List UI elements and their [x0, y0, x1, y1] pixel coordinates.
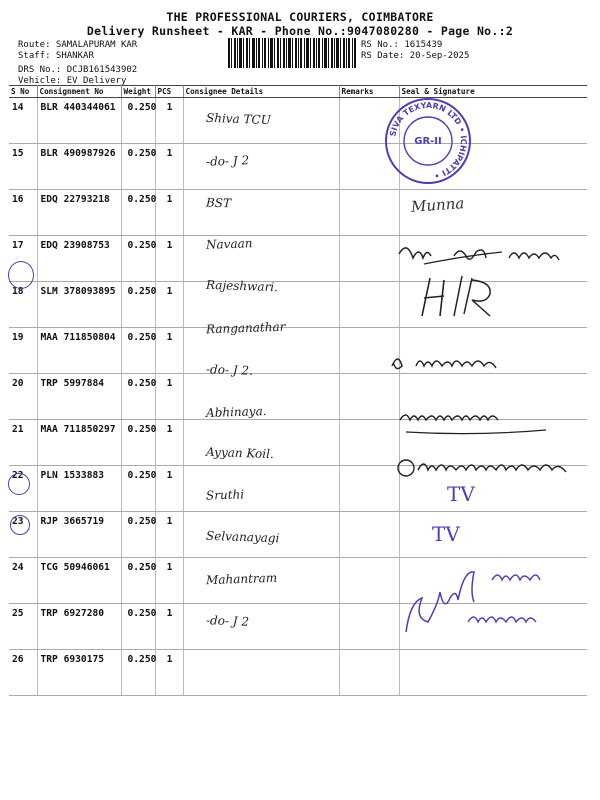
consignment-number: TRP 6930175	[37, 650, 121, 696]
seal-signature-cell	[399, 466, 587, 512]
remarks-cell	[339, 190, 399, 236]
col-consignment: Consignment No	[37, 86, 121, 98]
table-row	[9, 374, 587, 420]
remarks-cell	[339, 420, 399, 466]
seal-signature-cell	[399, 604, 587, 650]
consignee-handwritten: Selvanayagi	[205, 528, 280, 546]
signature-row24: TV	[432, 522, 460, 546]
table-row	[9, 144, 587, 190]
consignment-number: RJP 3665719	[37, 512, 121, 558]
table-row	[9, 98, 587, 144]
weight-value: 0.250	[121, 144, 155, 190]
pcs-value: 1	[155, 558, 183, 604]
pcs-value: 1	[155, 190, 183, 236]
remarks-cell	[339, 328, 399, 374]
remarks-cell	[339, 558, 399, 604]
weight-value: 0.250	[121, 328, 155, 374]
route-text: Route: SAMALAPURAM KAR	[18, 40, 138, 50]
seal-signature-cell	[399, 98, 587, 144]
serial-number: 19	[9, 328, 37, 374]
company-title: THE PROFESSIONAL COURIERS, COIMBATORE	[166, 10, 434, 24]
col-pcs: PCS	[155, 86, 183, 98]
consignment-number: TRP 5997884	[37, 374, 121, 420]
consignment-number: MAA 711850804	[37, 328, 121, 374]
weight-value: 0.250	[121, 190, 155, 236]
svg-text:GR-II: GR-II	[414, 136, 442, 147]
remarks-cell	[339, 98, 399, 144]
consignment-number: TRP 6927280	[37, 604, 121, 650]
pcs-value: 1	[155, 374, 183, 420]
consignment-number: EDQ 22793218	[37, 190, 121, 236]
table-row	[9, 604, 587, 650]
vehicle-text: Vehicle: EV Delivery	[18, 76, 127, 86]
runsheet-subtitle: Delivery Runsheet - KAR - Phone No.:9047080280 - Page No.:2	[86, 24, 514, 38]
serial-number: 16	[9, 190, 37, 236]
pcs-value: 1	[155, 282, 183, 328]
consignee-handwritten: Ayyan Koil.	[205, 445, 275, 462]
serial-number: 14	[9, 98, 37, 144]
signature-row23: TV	[447, 482, 475, 506]
seal-signature-cell	[399, 282, 587, 328]
runsheet-table	[9, 85, 587, 696]
remarks-cell	[339, 604, 399, 650]
col-consignee: Consignee Details	[183, 86, 339, 98]
pcs-value: 1	[155, 650, 183, 696]
seal-signature-cell	[399, 512, 587, 558]
consignee-handwritten: Abhinaya.	[205, 403, 267, 420]
table-row	[9, 558, 587, 604]
serial-number: 18	[9, 282, 37, 328]
weight-value: 0.250	[121, 374, 155, 420]
rs-date-text: RS Date: 20-Sep-2025	[361, 51, 470, 61]
weight-value: 0.250	[121, 236, 155, 282]
consignment-number: SLM 378093895	[37, 282, 121, 328]
consignee-handwritten: Shiva TCU	[205, 110, 272, 128]
weight-value: 0.250	[121, 98, 155, 144]
pcs-value: 1	[155, 236, 183, 282]
consignment-number: EDQ 23908753	[37, 236, 121, 282]
consignee-handwritten: Navaan	[205, 236, 253, 253]
pcs-value: 1	[155, 98, 183, 144]
drs-text: DRS No.: DCJB161543902	[18, 65, 138, 75]
serial-number: 23	[9, 512, 37, 558]
remarks-cell	[339, 236, 399, 282]
weight-value: 0.250	[121, 650, 155, 696]
pcs-value: 1	[155, 144, 183, 190]
meta-right	[361, 40, 469, 62]
pcs-value: 1	[155, 604, 183, 650]
pcs-value: 1	[155, 466, 183, 512]
col-seal-signature: Seal & Signature	[399, 86, 587, 98]
seal-signature-cell	[399, 236, 587, 282]
circle-mark-18	[8, 261, 34, 289]
consignee-handwritten: Rajeshwari.	[205, 277, 279, 295]
serial-number: 15	[9, 144, 37, 190]
table-row	[9, 236, 587, 282]
remarks-cell	[339, 282, 399, 328]
weight-value: 0.250	[121, 604, 155, 650]
remarks-cell	[339, 650, 399, 696]
col-weight: Weight	[121, 86, 155, 98]
circle-mark-24	[10, 515, 30, 535]
consignee-handwritten: Ranganathar	[205, 319, 286, 337]
remarks-cell	[339, 374, 399, 420]
consignee-handwritten: Mahantram	[205, 570, 278, 588]
pcs-value: 1	[155, 420, 183, 466]
seal-signature-cell	[399, 420, 587, 466]
col-remarks: Remarks	[339, 86, 399, 98]
table-row	[9, 512, 587, 558]
consignment-number: BLR 440344061	[37, 98, 121, 144]
serial-number: 21	[9, 420, 37, 466]
consignment-number: PLN 1533883	[37, 466, 121, 512]
serial-number: 20	[9, 374, 37, 420]
table-row	[9, 420, 587, 466]
table-row	[9, 328, 587, 374]
staff-text: Staff: SHANKAR	[18, 51, 94, 61]
consignee-handwritten: -do- J 2	[205, 153, 250, 169]
consignment-number: BLR 490987926	[37, 144, 121, 190]
table-row	[9, 650, 587, 696]
consignee-handwritten: -do- J 2.	[205, 361, 254, 378]
seal-signature-cell	[399, 650, 587, 696]
table-row	[9, 466, 587, 512]
seal-signature-cell	[399, 374, 587, 420]
meta-left	[18, 40, 137, 87]
serial-number: 22	[9, 466, 37, 512]
pcs-value: 1	[155, 512, 183, 558]
consignee-handwritten: BST	[205, 195, 232, 211]
consignee-handwritten: -do- J 2	[205, 612, 250, 629]
weight-value: 0.250	[121, 512, 155, 558]
weight-value: 0.250	[121, 558, 155, 604]
weight-value: 0.250	[121, 420, 155, 466]
remarks-cell	[339, 466, 399, 512]
col-sno: S No	[9, 86, 37, 98]
rs-no-text: RS No.: 1615439	[361, 40, 443, 50]
serial-number: 25	[9, 604, 37, 650]
seal-signature-cell	[399, 328, 587, 374]
consignee-cell	[183, 650, 339, 696]
circle-mark-23	[8, 473, 30, 495]
pcs-value: 1	[155, 328, 183, 374]
seal-signature-cell	[399, 558, 587, 604]
consignee-handwritten: Sruthi	[205, 487, 245, 503]
table-row	[9, 190, 587, 236]
consignment-number: TCG 50946061	[37, 558, 121, 604]
remarks-cell	[339, 144, 399, 190]
table-header	[9, 86, 587, 98]
seal-signature-cell	[399, 144, 587, 190]
consignment-number: MAA 711850297	[37, 420, 121, 466]
remarks-cell	[339, 512, 399, 558]
barcode	[228, 38, 356, 68]
serial-number: 17	[9, 236, 37, 282]
weight-value: 0.250	[121, 466, 155, 512]
weight-value: 0.250	[121, 282, 155, 328]
signature-row16: Munna	[410, 194, 465, 216]
serial-number: 26	[9, 650, 37, 696]
serial-number: 24	[9, 558, 37, 604]
table-row	[9, 282, 587, 328]
svg-text:SIVA TEXYARN LTD • ICHIPATTI •: SIVA TEXYARN LTD • ICHIPATTI •	[388, 100, 469, 181]
